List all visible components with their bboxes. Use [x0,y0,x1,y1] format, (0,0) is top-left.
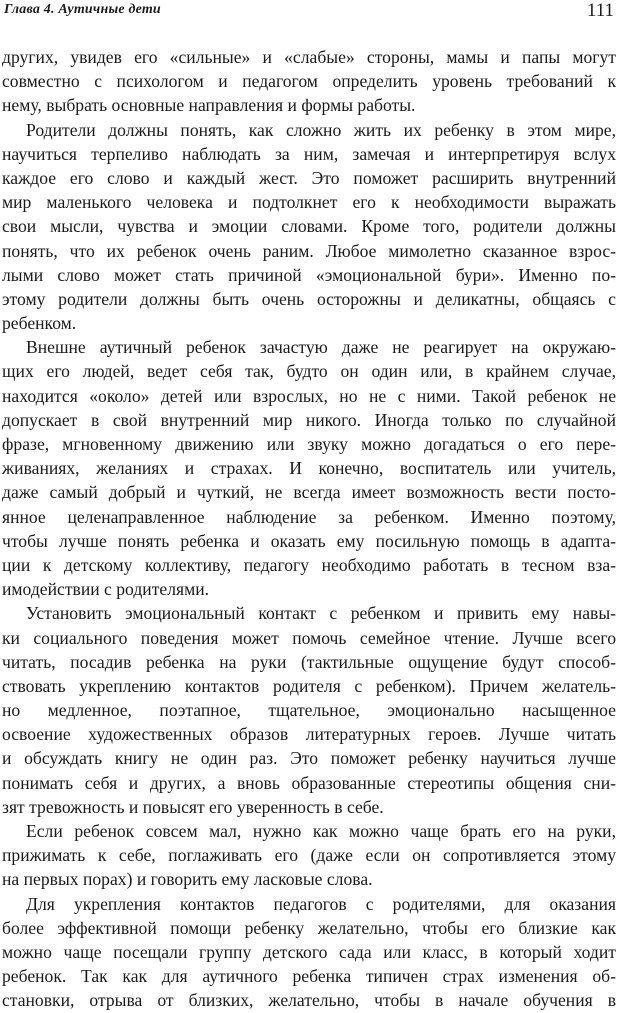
text-line: даже самый добрый и чуткий, не всегда имеет возможность вести посто- [2,482,616,503]
body-text [2,45,616,1013]
text-line: мир маленького человека и подтолкнет его к необходимости выражать [2,192,616,213]
text-line: янное целенаправленное наблюдение за ребенком. Именно поэтому, [2,506,616,527]
text-line: имодействии с родителями. [2,579,210,600]
text-line: понять, что их ребенок очень раним. Любое мимолетно сказанное взрос- [2,240,616,261]
text-line: Внешне аутичный ребенок зачастую даже не реагирует на окружаю- [26,337,616,358]
text-line: щих его людей, ведет себя так, будто он один или, в крайнем случае, [2,361,616,382]
text-line: Родители должны понять, как сложно жить их ребенку в этом мире, [26,119,616,140]
text-line: чтобы лучше понять ребенка и оказать ему посильную помощь в адапта- [2,530,616,551]
text-line: прижимать к себе, поглаживать его (даже если он сопротивляется этому [2,845,616,866]
text-line: на первых порах) и говорить ему ласковые слова. [2,869,373,890]
running-head: Глава 4. Аутичные дети [4,2,161,17]
text-line: других, увидев его «сильные» и «слабые» стороны, мамы и папы могут [2,47,616,67]
text-line: становки, отрыва от близких, желательно, чтобы в начале обучения в [2,990,616,1011]
text-line: живаниях, желаниях и страхах. И конечно, воспитатель или учитель, [2,458,616,479]
page-number: 111 [586,0,614,21]
text-line: ребенок. Так как для аутичного ребенка типичен страх изменения об- [2,966,616,987]
text-line: Для укрепления контактов педагогов с родителями, для оказания [26,893,616,914]
text-line: но медленное, поэтапное, тщательное, эмоционально насыщенное [2,700,616,721]
text-line: ки социального поведения может помочь семейное чтение. Лучше всего [2,627,616,648]
text-line: лыми слово может стать причиной «эмоциональной бури». Именно по- [2,264,616,285]
text-line: освоение художественных образов литературных героев. Лучше читать [2,724,616,745]
text-line: ствовать укреплению контактов родителя с ребенком). Причем желатель- [2,675,616,696]
text-line: допускает в свой внутренний мир никого. Иногда только по случайной [2,409,616,430]
text-line: зят тревожность и повысят его уверенность в себе. [2,796,384,817]
text-line: ции к детскому коллективу, педагогу необходимо работать в тесном вза- [2,554,616,575]
text-line: Установить эмоциональный контакт с ребенком и привить ему навы- [26,603,616,624]
text-line: более эффективной помощи ребенку желательно, чтобы его близкие как [2,917,616,938]
text-line: нему, выбрать основные направления и формы работы. [2,95,416,116]
text-line: и обсуждать книгу не один раз. Это поможет ребенку научиться лучше [2,748,616,769]
text-line: фразе, мгновенному движению или звуку можно догадаться о его пере- [2,434,616,454]
text-line: каждое его слово и каждый жест. Это поможет расширить внутренний [2,167,616,188]
text-line: совместно с психологом и педагогом определить уровень требований к [2,71,616,92]
text-line: этому родители должны быть очень осторожны и деликатны, общаясь с [2,288,616,309]
text-line: ребенком. [2,313,77,334]
text-line: научиться терпеливо наблюдать за ним, замечая и интерпретируя вслух [2,143,616,164]
text-line: понимать себя и других, а вновь образованные стереотипы общения сни- [2,772,616,793]
text-line: свои мысли, чувства и эмоции словами. Кроме того, родители должны [2,216,616,237]
text-line: можно чаще посещали группу детского сада или класс, в который ходит [2,941,616,962]
text-line: Если ребенок совсем мал, нужно как можно чаще брать его на руки, [26,821,616,841]
text-line: находится «около» детей или взрослых, но не с ними. Такой ребенок не [2,385,616,406]
text-line: читать, посадив ребенка на руки (тактильные ощущение будут способ- [2,651,616,672]
